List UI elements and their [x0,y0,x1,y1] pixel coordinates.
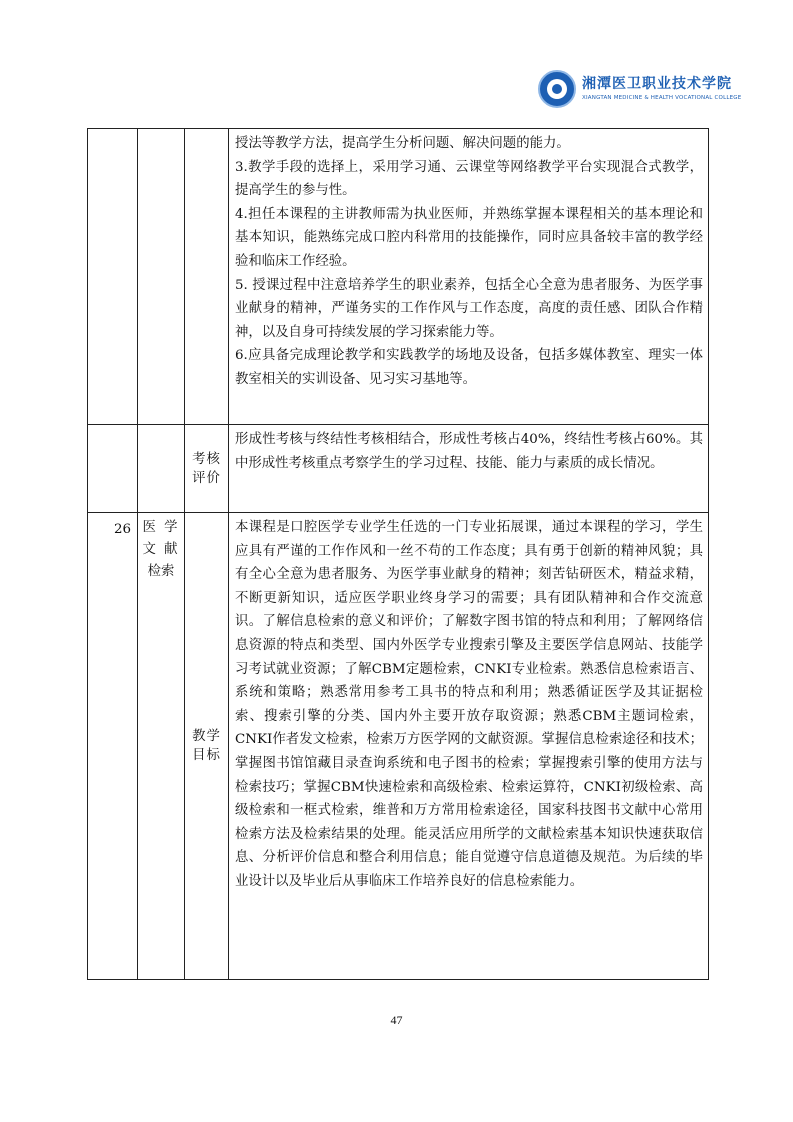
assessment-label-line1: 考核 [192,451,221,467]
page-number: 47 [390,1013,403,1027]
index-cell [88,513,138,980]
course-name-cell [138,425,185,513]
objectives-content-cell [229,513,709,980]
assessment-label-cell [185,425,229,513]
implementation-text [229,129,708,395]
objectives-label-line1: 教学 [192,729,221,744]
table-row-course-26 [88,513,709,980]
course-name-line3: 检索 [147,564,175,579]
assessment-text: 形成性考核与终结性考核相结合，形成性考核占40%，终结性考核占60%。其中形成性考核重点考察学生的学习过程、技能、能力与素质的成长情况。 [235,432,703,471]
logo-english-name: XIANGTAN MEDICINE & HEALTH VOCATIONAL COLLEGE [582,95,742,101]
course-table [87,128,709,980]
index-cell [88,425,138,513]
content-cell [229,129,709,425]
college-logo [538,70,742,110]
objectives-label-line2: 目标 [192,748,221,763]
assessment-label-line2: 评价 [192,470,221,486]
label-cell [185,129,229,425]
paragraph: 4.担任本课程的主讲教师需为执业医师，并熟练掌握本课程相关的基本理论和基本知识，能熟练完成口腔内科常用的技能操作，同时应具备较丰富的教学经验和临床工作经验。 [235,206,703,269]
college-emblem-icon [538,70,576,108]
paragraph: 3.教学手段的选择上，采用学习通、云课堂等网络教学平台实现混合式教学，提高学生的参与性。 [235,159,703,199]
logo-chinese-name: 湘潭医卫职业技术学院 [582,76,732,92]
assessment-content-cell [229,425,709,513]
index-cell [88,129,138,425]
course-name-cell [138,129,185,425]
paragraph: 5. 授课过程中注意培养学生的职业素养，包括全心全意为患者服务、为医学事业献身的精神，严谨务实的工作作风与工作态度，高度的责任感、团队合作精神，以及自身可持续发展的学习探索能力等。 [235,277,703,340]
objectives-label-cell [185,513,229,980]
paragraph: 6.应具备完成理论教学和实践教学的场地及设备，包括多媒体教室、理实一体教室相关的实训设备、见习实习基地等。 [235,348,703,387]
objectives-text: 本课程是口腔医学专业学生任选的一门专业拓展课，通过本课程的学习，学生应具有严谨的工作作风和一丝不苟的工作态度；具有勇于创新的精神风貌；具有全心全意为患者服务、为医学事业献身的精神；刻苦钻研医术，精益求精，不断更新知识，适应医学职业终身学习的需要；具有团队精神和合作交流意识。了解信息检索的意义和评价；了解数字图书馆的特点和利用；了解网络信息资源的特点和类型、国内外医学专业搜索引擎及主要医学信息网站、技能学习考试就业资源；了解CBM定题检索，CNKI专业检索。熟悉信息检索语言、系统和策略；熟悉常用参考工具书的特点和利用；熟悉循证医学及其证据检索、搜索引擎的分类、国内外主要开放存取资源；熟悉CBM主题词检索，CNKI作者发文检索，检索万方医学网的文献资源。掌握信息检索途径和技术；掌握图书馆馆藏目录查询系统和电子图书的检索；掌握搜索引擎的使用方法与检索技巧；掌握CBM快速检索和高级检索、检索运算符，CNKI初级检索、高级检索和一框式检索，维普和万方常用检索途径，国家科技图书文献中心常用检索方法及检索结果的处理。能灵活应用所学的文献检索基本知识快速获取信息、分析评价信息和整合利用信息；能自觉遵守信息道德及规范。为后续的毕业设计以及毕业后从事临床工作培养良好的信息检索能力。 [235,520,703,889]
course-name-line2: 文 献 [142,542,180,557]
course-name-cell [138,513,185,980]
course-name-line1: 医 学 [142,520,180,535]
paragraph: 授法等教学方法，提高学生分析问题、解决问题的能力。 [235,136,570,151]
course-index: 26 [113,522,131,537]
table-row-continuation [88,129,709,425]
table-row-assessment [88,425,709,513]
